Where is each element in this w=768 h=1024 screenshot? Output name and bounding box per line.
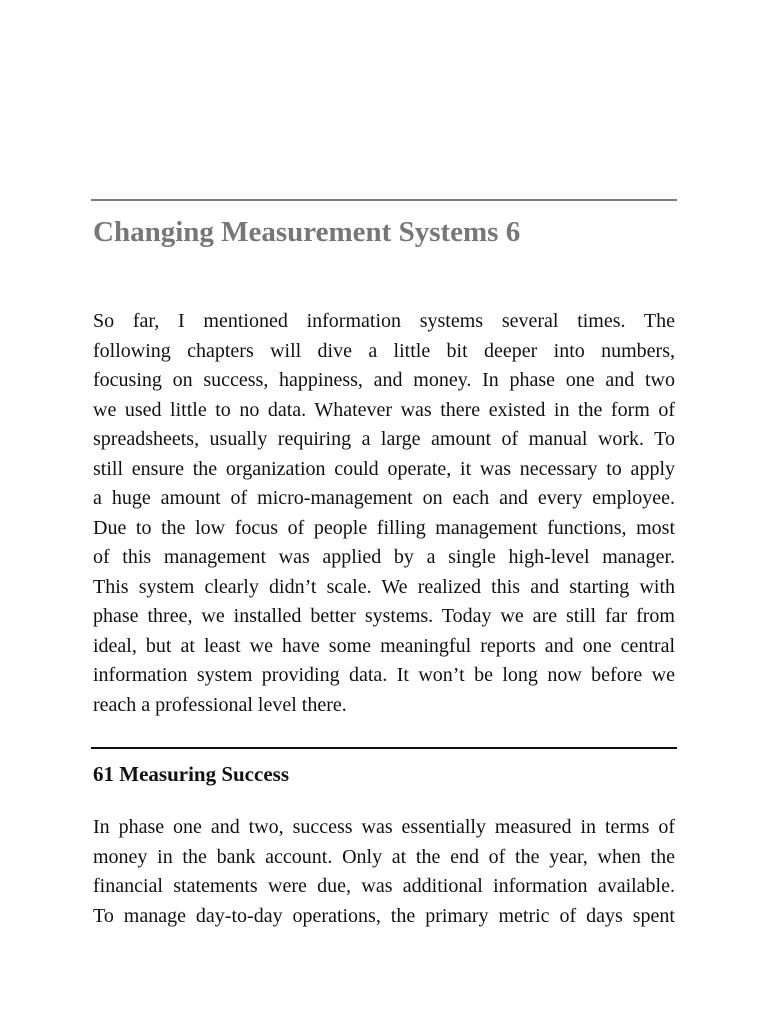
text-line: of this management was applied by a single high-level manager. [93,546,675,568]
text-line: still ensure the organization could operate, it was necessary to apply [93,457,675,480]
text-line: Due to the low focus of people filling management functions, most [93,516,675,539]
text-line: spreadsheets, usually requiring a large amount of manual work. To [93,428,675,450]
text-line: So far, I mentioned information systems several times. The [93,310,675,332]
text-line: To manage day-to-day operations, the primary metric of days spent [93,904,675,927]
section-paragraph [93,813,675,931]
top-divider [91,199,677,201]
intro-paragraph [93,307,675,720]
text-line: phase three, we installed better systems. Today we are still far from [93,605,675,627]
text-line: In phase one and two, success was essentially measured in terms of [93,816,675,838]
text-line: money in the bank account. Only at the end of the year, when the [93,845,675,868]
text-line: information system providing data. It won’t be long now before we [93,664,675,686]
text-line: This system clearly didn’t scale. We realized this and starting with [93,575,675,598]
text-line: a huge amount of micro-management on each and every employee. [93,487,675,509]
section-title: 61 Measuring Success [93,762,289,786]
section-divider [91,747,677,749]
chapter-title: Changing Measurement Systems 6 [93,216,521,248]
text-line: ideal, but at least we have some meaningful reports and one central [93,634,675,657]
text-line: following chapters will dive a little bit deeper into numbers, [93,339,675,362]
text-line: reach a professional level there. [93,693,347,716]
text-line: financial statements were due, was additional information available. [93,875,675,897]
text-line: focusing on success, happiness, and money. In phase one and two [93,369,675,391]
text-line: we used little to no data. Whatever was there existed in the form of [93,398,675,421]
